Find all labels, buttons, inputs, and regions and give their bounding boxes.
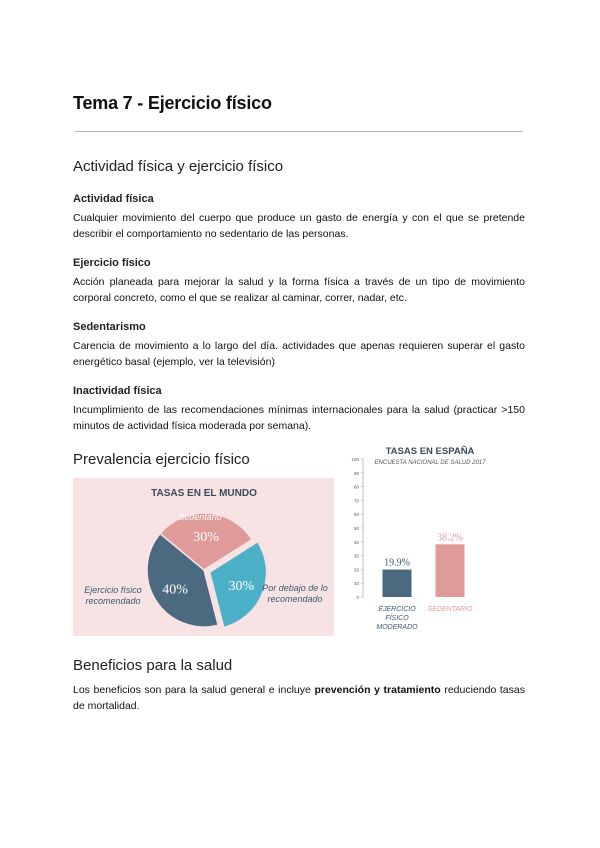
definition-inactividad-fisica: Incumplimiento de las recomendaciones mínimas internacionales para la salud (practicar >150 minutos de actividad física moderada por semana). [73, 404, 525, 432]
pie-value-label: 40% [162, 582, 188, 598]
bar-value-label: 38.2% [437, 532, 463, 544]
beneficios-text-end: reduciendo tasas de mortalidad. [73, 684, 525, 712]
pie-title: TASAS EN EL MUNDO [151, 488, 257, 499]
section-heading-actividad: Actividad física y ejercicio físico [73, 158, 284, 175]
bar-value-label: 19.9% [384, 557, 410, 569]
bar-y-tick-label: 10 [353, 581, 359, 587]
bar-category-label: EJERCICIO FÍSICO MODERADO [376, 606, 418, 631]
bar-category-label: SEDENTARIO [427, 606, 473, 613]
bar-y-tick-label: 50 [353, 526, 359, 531]
bar-sedentario [436, 544, 465, 597]
beneficios-text-start: Los beneficios son para la salud general e incluye [73, 684, 315, 696]
world-rates-chart [73, 478, 334, 636]
term-sedentarismo: Sedentarismo [73, 321, 146, 333]
beneficios-bold: prevención y tratamiento [314, 684, 441, 696]
bar-y-tick-label: 0 [356, 595, 359, 600]
title-divider [75, 131, 523, 132]
bar-subtitle: ENCUESTA NACIONAL DE SALUD 2017 [374, 460, 486, 466]
bar-y-tick-label: 90 [353, 470, 359, 476]
pie-value-label: 30% [228, 578, 255, 594]
bar-y-tick-label: 60 [353, 512, 359, 518]
bar-y-tick-label: 40 [353, 539, 359, 545]
section-heading-beneficios: Beneficios para la salud [73, 657, 233, 674]
bar-y-tick-label: 30 [353, 553, 359, 559]
definition-ejercicio-fisico: Acción planeada para mejorar la salud y la forma física a través de un tipo de movimiento corporal concreto, como el que se realizar al caminar, correr, nadar, etc. [73, 276, 525, 304]
beneficios-paragraph [73, 682, 525, 714]
term-actividad-fisica: Actividad física [73, 193, 154, 205]
page-title: Tema 7 - Ejercicio físico [73, 93, 272, 113]
definition-actividad-fisica: Cualquier movimiento del cuerpo que produce un gasto de energía y con el que se pretende describir el comportamiento no sedentario de las personas. [73, 212, 525, 240]
world-pie-svg [73, 478, 334, 636]
bar-title: TASAS EN ESPAÑA [385, 446, 475, 457]
term-inactividad-fisica: Inactividad física [73, 385, 162, 397]
section-heading-prevalencia: Prevalencia ejercicio físico [73, 451, 250, 468]
pie-category-label: Ejercicio físico recomendado [84, 585, 142, 606]
definition-sedentarismo: Carencia de movimiento a lo largo del día. actividades que apenas requieren superar el gasto energético basal (ejemplo, ver la televisión) [73, 340, 525, 368]
spain-rates-chart [345, 443, 505, 643]
pie-category-label: Por debajo de lo recomendado [262, 583, 328, 604]
pie-value-label: 30% [193, 529, 219, 545]
bar-ejercicio-moderado [383, 570, 412, 597]
bar-y-tick-label: 70 [353, 498, 359, 504]
pie-category-label: Sedentario [178, 512, 222, 522]
bar-y-tick-label: 100 [351, 457, 359, 462]
bar-y-tick-label: 20 [353, 567, 359, 573]
spain-bar-svg [345, 443, 505, 643]
bar-y-tick-label: 80 [353, 484, 359, 490]
term-ejercicio-fisico: Ejercicio físico [73, 257, 151, 269]
